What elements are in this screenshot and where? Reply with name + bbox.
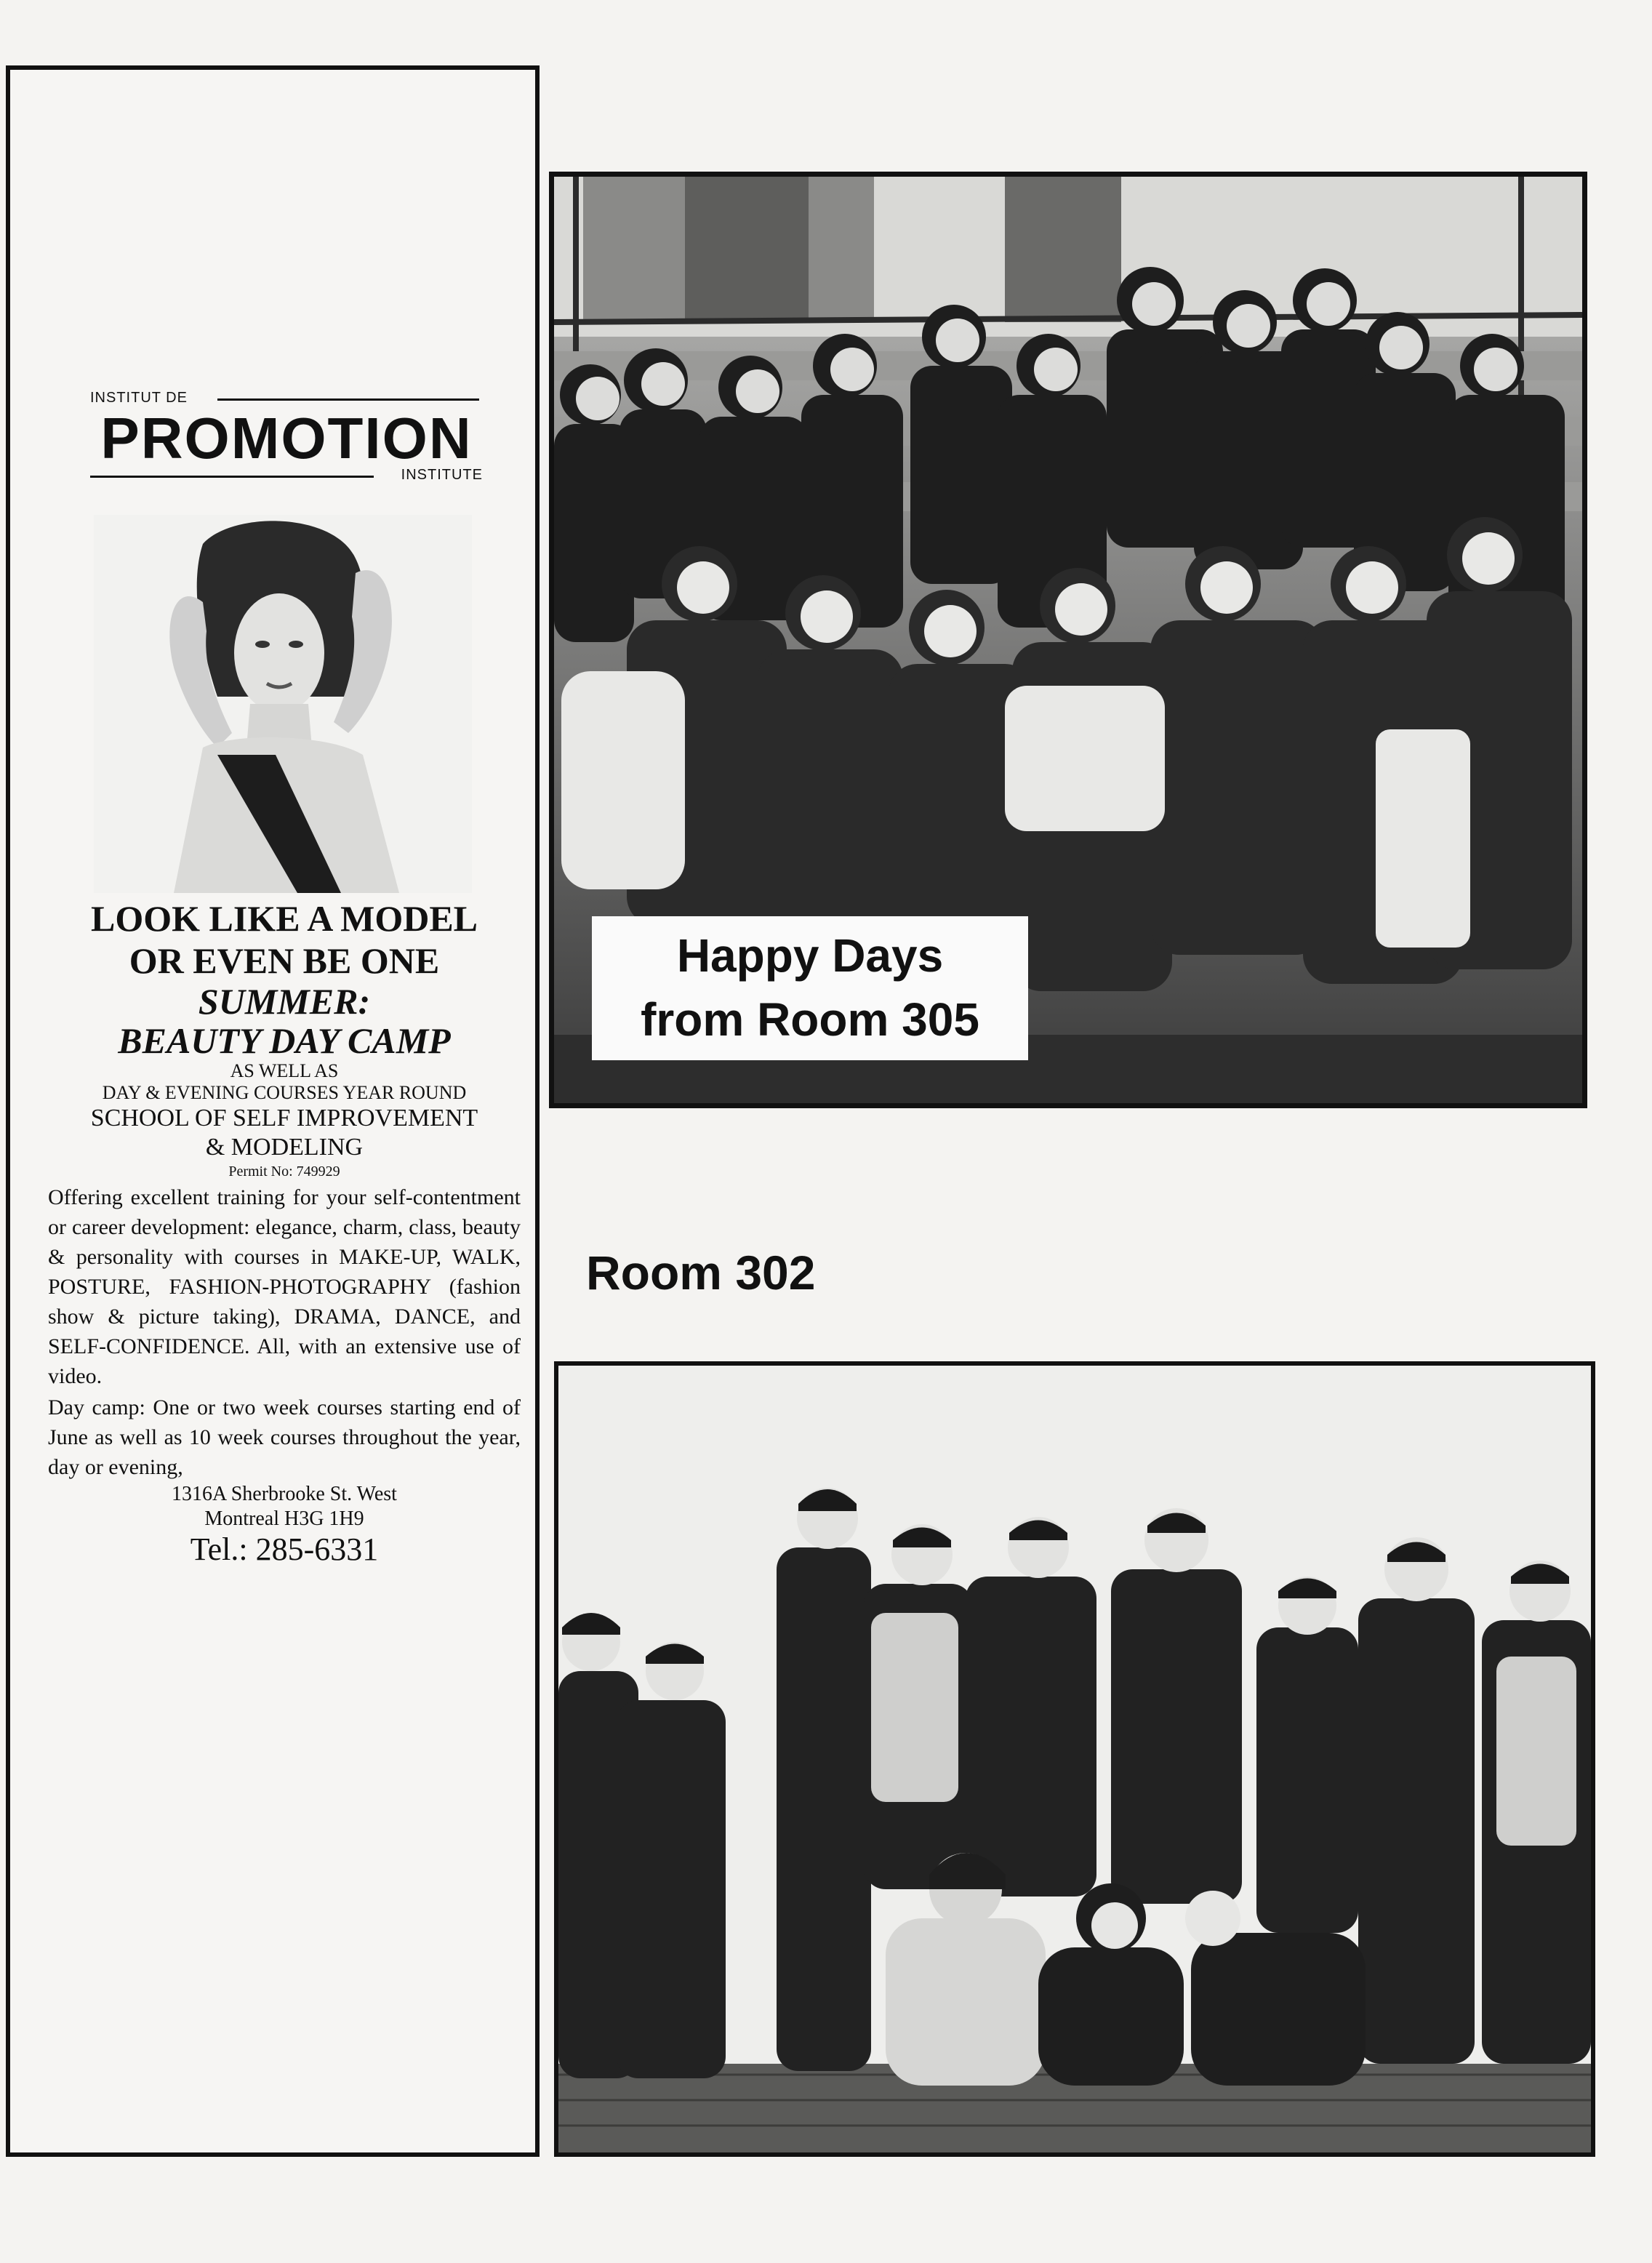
headline-or-even-be-one: OR EVEN BE ONE [129, 940, 440, 981]
address-street: 1316A Sherbrooke St. West [172, 1483, 397, 1505]
room-305-group-photo [549, 172, 1587, 1108]
logo-top-text: INSTITUT DE [90, 390, 188, 406]
ad-body-paragraph-2: Day camp: One or two week courses starting end of June as well as 10 week courses throughout the year, day or evening, [48, 1395, 521, 1479]
caption-line-happy-days: Happy Days [676, 929, 944, 982]
photo-caption-box [592, 916, 1028, 1060]
line-day-evening-courses: DAY & EVENING COURSES YEAR ROUND [102, 1082, 467, 1103]
logo-rule-top [217, 398, 479, 401]
address-city: Montreal H3G 1H9 [204, 1507, 364, 1530]
telephone-number: Tel.: 285-6331 [190, 1531, 379, 1567]
advertisement-box [6, 65, 540, 2157]
room-302-group-photo [554, 1361, 1595, 2157]
model-photo [94, 515, 472, 893]
logo-bottom-text: INSTITUTE [401, 467, 483, 483]
line-as-well-as: AS WELL AS [230, 1060, 339, 1081]
promotion-institute-logo [90, 390, 483, 492]
ad-body-paragraph-1: Offering excellent training for your self-contentment or career development: elegance, charm, class, beauty & personality with courses in MAKE-UP, WALK, POSTURE, FASHION-PHOTOGRAPHY (fashion show & picture taking), DRAMA, DANCE, and SELF-CONFIDENCE. All, with an extensive use of video. [48, 1185, 521, 1388]
line-school-of-self-improvement: SCHOOL OF SELF IMPROVEMENT [90, 1105, 478, 1132]
logo-rule-bottom [90, 476, 374, 478]
logo-main-text: PROMOTION [100, 406, 473, 470]
photo-caption [592, 924, 1028, 1052]
headline-beauty-day-camp: BEAUTY DAY CAMP [118, 1020, 451, 1061]
permit-number: Permit No: 749929 [228, 1163, 340, 1179]
ad-copy [48, 897, 521, 1568]
room-302-label: Room 302 [586, 1246, 816, 1299]
headline-look-like-model: LOOK LIKE A MODEL [90, 898, 478, 939]
line-modeling: & MODELING [205, 1134, 364, 1161]
caption-line-room-305: from Room 305 [641, 993, 979, 1046]
headline-summer: SUMMER: [198, 981, 371, 1022]
